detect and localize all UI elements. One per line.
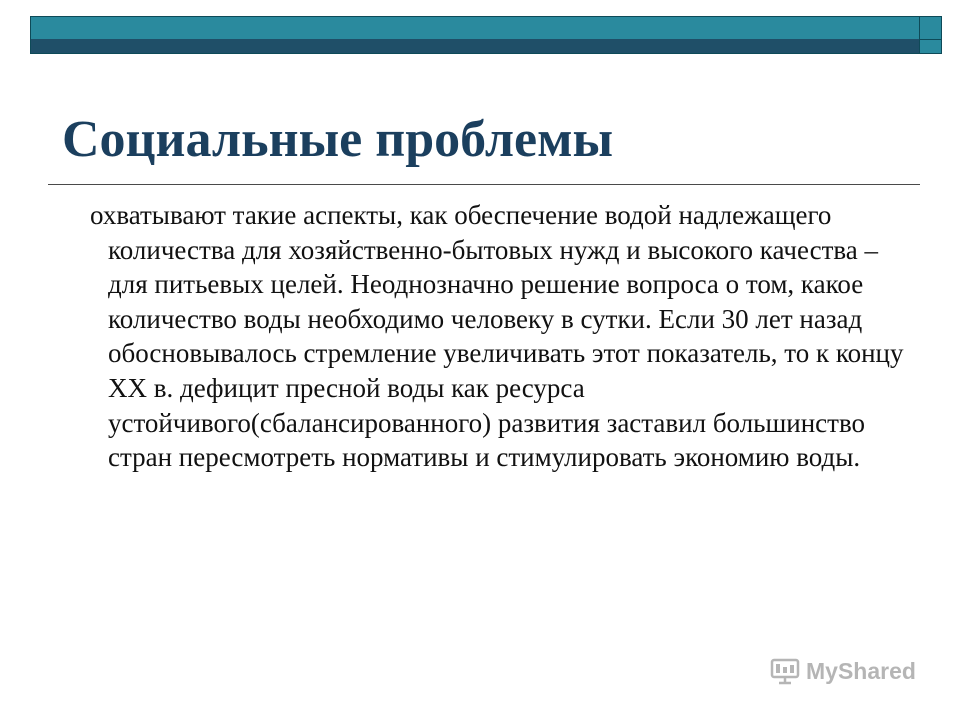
slide-title: Социальные проблемы: [62, 111, 614, 168]
slide-body-text: охватывают такие аспекты, как обеспечение водой надлежащего количества для хозяйственно-бытовых нужд и высокого качества – для питьевых целей. Неоднозначно решение вопроса о том, какое количество воды необходимо человеку в сутки. Если 30 лет назад обосновывалось стремление увеличивать этот показатель, то к концу XX в. дефицит пресной воды как ресурса устойчивого(сбалансированного) развития заставил большинство стран пересмотреть нормативы и стимулировать экономию воды.: [90, 200, 904, 473]
watermark-text: MyShared: [806, 657, 916, 684]
header-stripe: [31, 39, 941, 53]
header-corner-square-bottom: [919, 39, 941, 53]
watermark: [770, 656, 916, 686]
presentation-screen-icon: [770, 656, 800, 686]
header-bar: [30, 16, 942, 54]
header-corner-square-top: [919, 17, 941, 39]
title-divider: [48, 184, 920, 185]
